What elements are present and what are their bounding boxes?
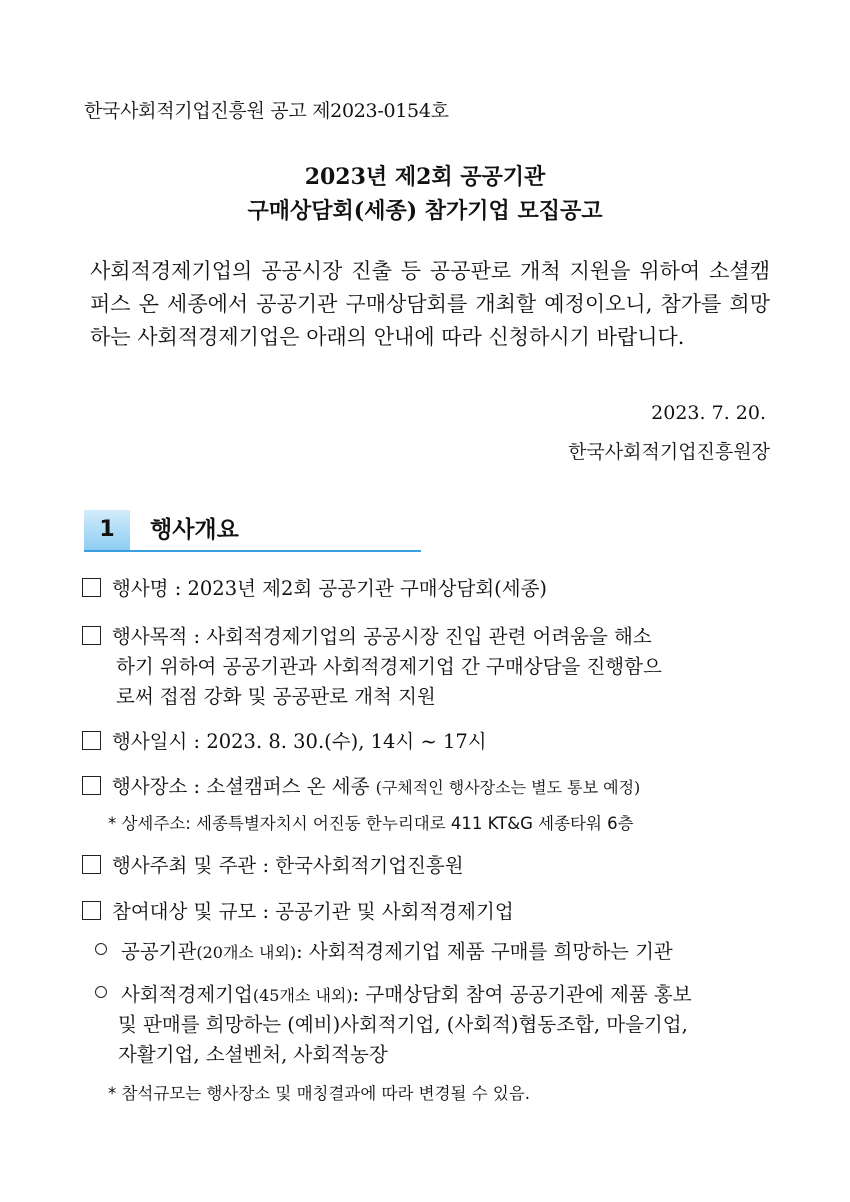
participants-item <box>82 896 514 924</box>
checkbox-icon <box>82 626 101 645</box>
purpose-text-line1: 행사목적 : 사회적경제기업의 공공시장 진입 관련 어려움을 해소 <box>112 625 652 648</box>
social-enterprise-desc-line3: 자활기업, 소셜벤처, 사회적농장 <box>118 1043 388 1066</box>
social-enterprise-desc-line2: 및 판매를 희망하는 (예비)사회적기업, (사회적)협동조합, 마을기업, <box>118 1013 688 1036</box>
checkbox-icon <box>82 731 101 750</box>
signer: 한국사회적기업진흥원장 <box>568 441 770 463</box>
checkbox-icon <box>82 776 101 795</box>
social-enterprise-desc-line1: : 구매상담회 참여 공공기관에 제품 홍보 <box>352 983 692 1006</box>
social-enterprise-label: 사회적경제기업 <box>121 983 253 1006</box>
host-text: 행사주최 및 주관 : 한국사회적기업진흥원 <box>112 854 464 877</box>
venue-text: 행사장소 : 소셜캠퍼스 온 세종 <box>112 775 376 798</box>
event-name-text: 행사명 : 2023년 제2회 공공기관 구매상담회(세종) <box>112 577 548 600</box>
capacity-footnote: * 참석규모는 행사장소 및 매칭결과에 따라 변경될 수 있음. <box>108 1084 531 1103</box>
checkbox-icon <box>82 578 101 597</box>
document-title-line1: 2023년 제2회 공공기관 <box>304 164 546 190</box>
circle-bullet-icon <box>95 986 107 998</box>
venue-item <box>82 771 640 799</box>
section-header <box>84 510 421 552</box>
purpose-text-line3: 로써 접점 강화 및 공공판로 개척 지원 <box>116 685 436 708</box>
participants-text: 참여대상 및 규모 : 공공기관 및 사회적경제기업 <box>112 900 514 923</box>
public-agency-subitem <box>95 936 673 964</box>
notice-number: 한국사회적기업진흥원 공고 제2023-0154호 <box>84 100 449 122</box>
public-agency-desc: : 사회적경제기업 제품 구매를 희망하는 기관 <box>296 940 673 963</box>
address-note: * 상세주소: 세종특별자치시 어진동 한누리대로 411 KT&G 세종타워 6층 <box>108 814 634 833</box>
datetime-item <box>82 726 487 754</box>
checkbox-icon <box>82 901 101 920</box>
intro-paragraph: 사회적경제기업의 공공시장 진출 등 공공판로 개척 지원을 위하여 소셜캠퍼스 온 세종에서 공공기관 구매상담회를 개최할 예정이오니, 참가를 희망하는 사회적경제기업은 아래의 안내에 따라 신청하시기 바랍니다. <box>90 259 770 349</box>
public-agency-label: 공공기관 <box>121 940 197 963</box>
purpose-item <box>82 621 652 649</box>
section-number: 1 <box>84 510 130 550</box>
checkbox-icon <box>82 855 101 874</box>
datetime-text: 행사일시 : 2023. 8. 30.(수), 14시 ~ 17시 <box>112 730 487 753</box>
purpose-text-line2: 하기 위하여 공공기관과 사회적경제기업 간 구매상담을 진행함으 <box>116 655 662 678</box>
announcement-date: 2023. 7. 20. <box>651 402 766 424</box>
section-title: 행사개요 <box>150 517 239 543</box>
document-title-line2: 구매상담회(세종) 참가기업 모집공고 <box>247 198 603 224</box>
event-name-item <box>82 573 547 601</box>
circle-bullet-icon <box>95 943 107 955</box>
host-item <box>82 850 464 878</box>
social-enterprise-subitem <box>95 979 692 1007</box>
public-agency-count: (20개소 내외) <box>196 943 297 962</box>
social-enterprise-count: (45개소 내외) <box>252 986 353 1005</box>
venue-note: (구체적인 행사장소는 별도 통보 예정) <box>375 778 641 797</box>
